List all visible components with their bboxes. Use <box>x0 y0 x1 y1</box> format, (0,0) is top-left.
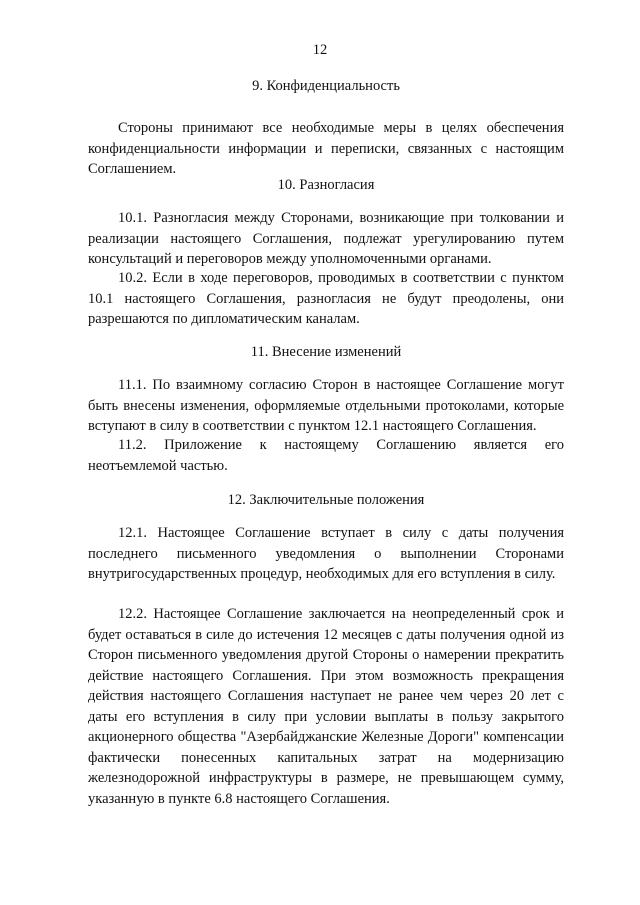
paragraph-9: Стороны принимают все необходимые меры в целях обеспечения конфиденциальности информации и переписки, связанных с настоящим Соглашением. <box>88 120 564 177</box>
page-number: 12 <box>312 42 328 58</box>
section-heading-disputes: 10. Разногласия <box>277 177 375 193</box>
section-heading-amendments: 11. Внесение изменений <box>250 344 402 360</box>
paragraph-12-2: 12.2. Настоящее Соглашение заключается на неопределенный срок и будет оставаться в силе до истечения 12 месяцев с даты получения одной из Сторон письменного уведомления другой Стороны о намерении прекратить действие настоящего Соглашения. При этом возможность прекращения действия настоящего Соглашения наступает не ранее чем через 20 лет с даты его вступления в силу при условии выплаты в пользу закрытого акционерного общества "Азербайджанские Железные Дороги" компенсации фактически понесенных капитальных затрат на модернизацию железнодорожной инфраструктуры в размере, не превышающем сумму, указанную в пункте 6.8 настоящего Соглашения. <box>88 606 564 807</box>
section-heading-confidentiality: 9. Конфиденциальность <box>252 78 400 94</box>
paragraph-11-2: 11.2. Приложение к настоящему Соглашению является его неотъемлемой частью. <box>88 437 564 474</box>
paragraph-12-1: 12.1. Настоящее Соглашение вступает в силу с даты получения последнего письменного уведомления о выполнении Сторонами внутригосударственных процедур, необходимых для его вступления в силу. <box>88 525 564 582</box>
section-heading-final-provisions: 12. Заключительные положения <box>227 492 425 508</box>
paragraph-10-2: 10.2. Если в ходе переговоров, проводимых в соответствии с пунктом 10.1 настоящего Соглашения, разногласия не будут преодолены, они разрешаются по дипломатическим каналам. <box>88 270 564 327</box>
paragraph-10-1: 10.1. Разногласия между Сторонами, возникающие при толковании и реализации настоящего Соглашения, подлежат урегулированию путем консультаций и переговоров между уполномоченными органами. <box>88 210 564 267</box>
paragraph-11-1: 11.1. По взаимному согласию Сторон в настоящее Соглашение могут быть внесены изменения, оформляемые отдельными протоколами, которые вступают в силу в соответствии с пунктом 12.1 настоящего Соглашения. <box>88 377 564 434</box>
